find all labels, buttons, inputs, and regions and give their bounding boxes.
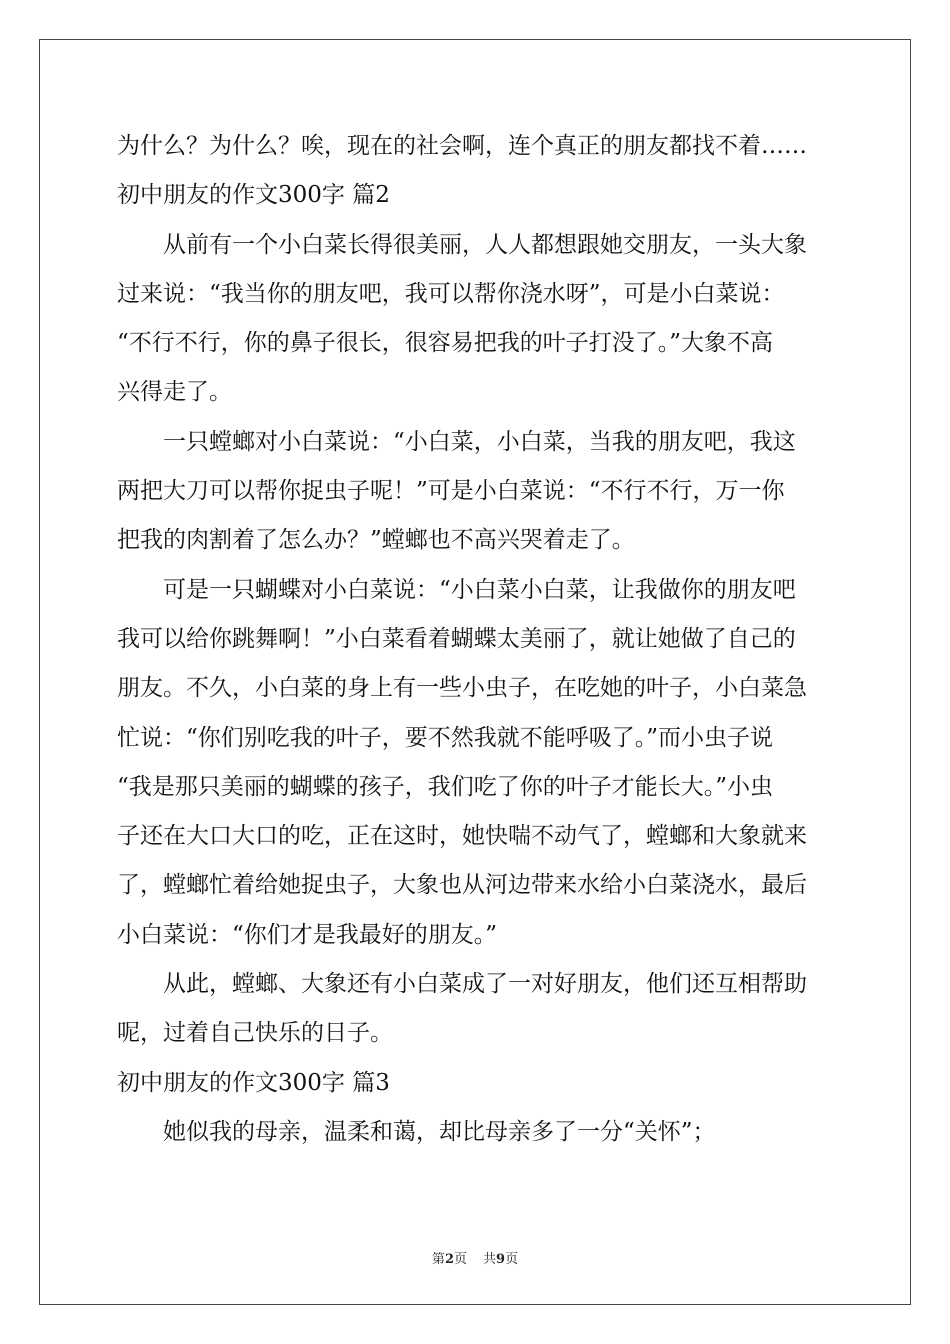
section-heading-2: 初中朋友的作文300字 篇2 <box>117 182 390 209</box>
text-line: 为什么？为什么？唉，现在的社会啊，连个真正的朋友都找不着…… <box>117 133 807 159</box>
total-prefix: 共 <box>483 1252 497 1267</box>
text-line: 过来说：“我当你的朋友吧，我可以帮你浇水呀”，可是小白菜说： <box>117 280 785 307</box>
text-line: 兴得走了。 <box>117 379 232 406</box>
document-body <box>117 122 837 1157</box>
section-heading-3: 初中朋友的作文300字 篇3 <box>117 1069 390 1096</box>
text-line: 从此，螳螂、大象还有小白菜成了一对好朋友，他们还互相帮助 <box>163 971 807 998</box>
text-line: “我是那只美丽的蝴蝶的孩子，我们吃了你的叶子才能长大。”小虫 <box>117 773 774 800</box>
text-line: 子还在大口大口的吃，正在这时，她快喘不动气了，螳螂和大象就来 <box>117 823 807 850</box>
text-line: 我可以给你跳舞啊！”小白菜看着蝴蝶太美丽了，就让她做了自己的 <box>117 625 796 652</box>
page-suffix: 页 <box>453 1252 467 1267</box>
page-number: 2 <box>444 1252 454 1267</box>
total-pages: 9 <box>496 1252 506 1267</box>
text-line: 小白菜说：“你们才是我最好的朋友。” <box>117 921 498 948</box>
text-line: 了，螳螂忙着给她捉虫子，大象也从河边带来水给小白菜浇水，最后 <box>117 872 807 899</box>
page-prefix: 第 <box>431 1252 445 1267</box>
text-line: “不行不行，你的鼻子很长，很容易把我的叶子打没了。”大象不高 <box>117 330 774 357</box>
total-suffix: 页 <box>505 1252 519 1267</box>
text-line: 一只螳螂对小白菜说：“小白菜，小白菜，当我的朋友吧，我这 <box>163 428 796 455</box>
text-line: 从前有一个小白菜长得很美丽，人人都想跟她交朋友，一头大象 <box>163 231 807 258</box>
text-line: 忙说：“你们别吃我的叶子，要不然我就不能呼吸了。”而小虫子说 <box>117 724 774 751</box>
text-line: 可是一只蝴蝶对小白菜说：“小白菜小白菜，让我做你的朋友吧 <box>163 576 796 603</box>
text-line: 朋友。不久，小白菜的身上有一些小虫子，在吃她的叶子，小白菜急 <box>117 675 807 702</box>
text-line: 两把大刀可以帮你捉虫子呢！”可是小白菜说：“不行不行，万一你 <box>117 478 785 505</box>
text-line: 把我的肉割着了怎么办？”螳螂也不高兴哭着走了。 <box>117 527 635 554</box>
page-footer <box>0 1248 950 1267</box>
text-line: 呢，过着自己快乐的日子。 <box>117 1020 393 1047</box>
text-line: 她似我的母亲，温柔和蔼，却比母亲多了一分“关怀”； <box>163 1118 716 1145</box>
